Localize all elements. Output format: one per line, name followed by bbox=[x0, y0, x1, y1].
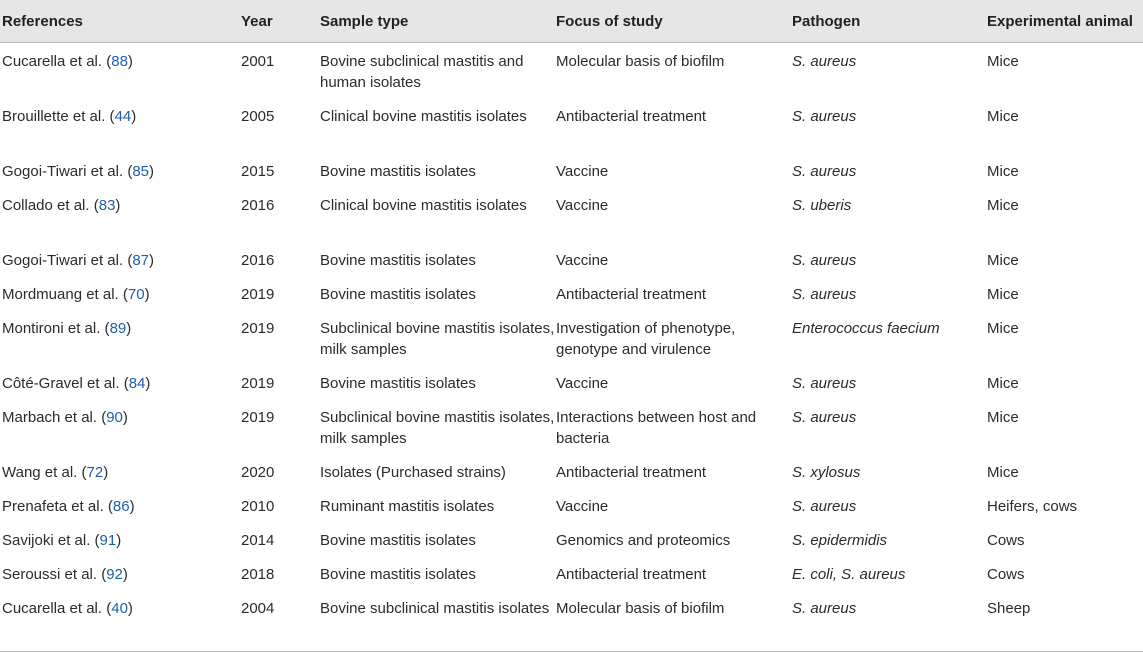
cell-pathogen: S. aureus bbox=[792, 375, 857, 392]
cell-sample-type: Ruminant mastitis isolates bbox=[320, 498, 495, 515]
cell-year: 2014 bbox=[241, 532, 275, 549]
cell-focus: Antibacterial treatment bbox=[556, 464, 707, 481]
cell-reference: Wang et al. (72) bbox=[2, 464, 109, 481]
reference-link[interactable]: 70 bbox=[127, 286, 145, 303]
table-row bbox=[0, 365, 1143, 399]
cell-reference: Seroussi et al. (92) bbox=[2, 566, 128, 583]
reference-link[interactable]: 86 bbox=[112, 498, 130, 515]
table-row bbox=[0, 399, 1143, 454]
reference-link[interactable]: 84 bbox=[128, 375, 146, 392]
cell-pathogen: S. uberis bbox=[792, 197, 852, 214]
cell-pathogen: S. aureus bbox=[792, 409, 857, 426]
cell-reference: Gogoi-Tiwari et al. (85) bbox=[2, 163, 155, 180]
header-references: References bbox=[2, 12, 83, 30]
cell-animal: Cows bbox=[987, 566, 1025, 583]
cell-year: 2016 bbox=[241, 197, 275, 214]
reference-link[interactable]: 85 bbox=[132, 163, 150, 180]
cell-year: 2001 bbox=[241, 53, 275, 70]
cell-focus: Vaccine bbox=[556, 252, 609, 269]
table-header bbox=[0, 0, 1143, 43]
table-row bbox=[0, 153, 1143, 187]
cell-sample-type: Clinical bovine mastitis isolates bbox=[320, 108, 527, 125]
reference-author: Mordmuang et al. bbox=[2, 286, 119, 303]
reference-link[interactable]: 90 bbox=[106, 409, 123, 426]
cell-sample-type: Subclinical bovine mastitis isolates, milk samples bbox=[320, 320, 555, 358]
cell-year: 2019 bbox=[241, 409, 275, 426]
cell-reference: Marbach et al. (90) bbox=[2, 409, 128, 426]
cell-pathogen: S. xylosus bbox=[792, 464, 861, 481]
cell-year: 2005 bbox=[241, 108, 275, 125]
cell-sample-type: Bovine mastitis isolates bbox=[320, 252, 476, 269]
reference-link[interactable]: 72 bbox=[86, 464, 104, 481]
cell-focus: Vaccine bbox=[556, 163, 609, 180]
cell-sample-type: Bovine mastitis isolates bbox=[320, 375, 476, 392]
cell-animal: Mice bbox=[987, 108, 1019, 125]
cell-year: 2018 bbox=[241, 566, 275, 583]
reference-author: Cucarella et al. bbox=[2, 53, 103, 70]
cell-focus: Investigation of phenotype, genotype and virulence bbox=[556, 320, 736, 358]
header-experimental-animal: Experimental animal bbox=[987, 12, 1133, 30]
cell-focus: Molecular basis of biofilm bbox=[556, 600, 725, 617]
cell-pathogen: E. coli, S. aureus bbox=[792, 566, 906, 583]
cell-focus: Vaccine bbox=[556, 498, 609, 515]
table-row bbox=[0, 556, 1143, 590]
cell-sample-type: Bovine subclinical mastitis isolates bbox=[320, 600, 550, 617]
cell-focus: Vaccine bbox=[556, 375, 609, 392]
cell-sample-type: Bovine mastitis isolates bbox=[320, 532, 476, 549]
cell-focus: Antibacterial treatment bbox=[556, 566, 707, 583]
reference-author: Savijoki et al. bbox=[2, 532, 91, 549]
cell-sample-type: Bovine mastitis isolates bbox=[320, 566, 476, 583]
cell-animal: Sheep bbox=[987, 600, 1031, 617]
table-row bbox=[0, 98, 1143, 153]
reference-link[interactable]: 91 bbox=[99, 532, 117, 549]
cell-animal: Mice bbox=[987, 197, 1019, 214]
reference-link[interactable]: 44 bbox=[114, 108, 132, 125]
cell-sample-type: Bovine mastitis isolates bbox=[320, 163, 476, 180]
cell-animal: Mice bbox=[987, 252, 1019, 269]
reference-link[interactable]: 83 bbox=[98, 197, 116, 214]
cell-animal: Heifers, cows bbox=[987, 498, 1078, 515]
cell-pathogen: S. aureus bbox=[792, 252, 857, 269]
reference-author: Prenafeta et al. bbox=[2, 498, 104, 515]
cell-sample-type: Clinical bovine mastitis isolates bbox=[320, 197, 527, 214]
table-row bbox=[0, 310, 1143, 365]
cell-focus: Antibacterial treatment bbox=[556, 108, 707, 125]
cell-year: 2004 bbox=[241, 600, 275, 617]
reference-link[interactable]: 89 bbox=[109, 320, 127, 337]
table-row bbox=[0, 242, 1143, 276]
cell-focus: Antibacterial treatment bbox=[556, 286, 707, 303]
cell-animal: Mice bbox=[987, 286, 1019, 303]
cell-year: 2020 bbox=[241, 464, 275, 481]
cell-animal: Mice bbox=[987, 320, 1019, 337]
table-body bbox=[0, 43, 1143, 645]
table-row bbox=[0, 522, 1143, 556]
cell-animal: Mice bbox=[987, 53, 1019, 70]
cell-reference: Savijoki et al. (91) bbox=[2, 532, 122, 549]
cell-reference: Côté-Gravel et al. (84) bbox=[2, 375, 151, 392]
cell-pathogen: S. aureus bbox=[792, 600, 857, 617]
cell-animal: Mice bbox=[987, 375, 1019, 392]
cell-pathogen: S. epidermidis bbox=[792, 532, 888, 549]
cell-year: 2016 bbox=[241, 252, 275, 269]
header-year: Year bbox=[241, 12, 273, 30]
cell-reference: Montironi et al. (89) bbox=[2, 320, 132, 337]
header-sample-type: Sample type bbox=[320, 12, 409, 30]
reference-author: Montironi et al. bbox=[2, 320, 101, 337]
cell-reference: Collado et al. (83) bbox=[2, 197, 121, 214]
header-pathogen: Pathogen bbox=[792, 12, 861, 30]
cell-pathogen: S. aureus bbox=[792, 53, 857, 70]
table-row bbox=[0, 43, 1143, 98]
cell-sample-type: Subclinical bovine mastitis isolates, milk samples bbox=[320, 409, 555, 447]
cell-pathogen: S. aureus bbox=[792, 163, 857, 180]
cell-focus: Vaccine bbox=[556, 197, 609, 214]
cell-sample-type: Bovine subclinical mastitis and human isolates bbox=[320, 53, 524, 91]
cell-pathogen: S. aureus bbox=[792, 498, 857, 515]
cell-reference: Cucarella et al. (40) bbox=[2, 600, 133, 617]
table-row bbox=[0, 454, 1143, 488]
cell-sample-type: Isolates (Purchased strains) bbox=[320, 464, 506, 481]
table-row bbox=[0, 187, 1143, 242]
cell-animal: Mice bbox=[987, 409, 1019, 426]
cell-year: 2010 bbox=[241, 498, 275, 515]
cell-animal: Cows bbox=[987, 532, 1025, 549]
reference-author: Seroussi et al. bbox=[2, 566, 98, 583]
reference-author: Marbach et al. bbox=[2, 409, 98, 426]
cell-year: 2019 bbox=[241, 286, 275, 303]
cell-reference: Prenafeta et al. (86) bbox=[2, 498, 135, 515]
reference-author: Collado et al. bbox=[2, 197, 90, 214]
cell-focus: Molecular basis of biofilm bbox=[556, 53, 725, 70]
cell-year: 2019 bbox=[241, 375, 275, 392]
table-row bbox=[0, 276, 1143, 310]
table-row bbox=[0, 590, 1143, 645]
cell-focus: Interactions between host and bacteria bbox=[556, 409, 757, 447]
cell-animal: Mice bbox=[987, 163, 1019, 180]
reference-author: Gogoi-Tiwari et al. bbox=[2, 252, 124, 269]
reference-author: Brouillette et al. bbox=[2, 108, 106, 125]
reference-author: Côté-Gravel et al. bbox=[2, 375, 120, 392]
cell-reference: Brouillette et al. (44) bbox=[2, 108, 137, 125]
cell-year: 2019 bbox=[241, 320, 275, 337]
cell-pathogen: Enterococcus faecium bbox=[792, 320, 940, 337]
cell-sample-type: Bovine mastitis isolates bbox=[320, 286, 476, 303]
reference-author: Wang et al. bbox=[2, 464, 78, 481]
cell-pathogen: S. aureus bbox=[792, 286, 857, 303]
header-focus-of-study: Focus of study bbox=[556, 12, 663, 30]
reference-link[interactable]: 40 bbox=[111, 600, 128, 617]
reference-link[interactable]: 92 bbox=[106, 566, 123, 583]
cell-reference: Gogoi-Tiwari et al. (87) bbox=[2, 252, 155, 269]
cell-reference: Mordmuang et al. (70) bbox=[2, 286, 150, 303]
reference-author: Cucarella et al. bbox=[2, 600, 103, 617]
cell-reference: Cucarella et al. (88) bbox=[2, 53, 133, 70]
reference-link[interactable]: 87 bbox=[132, 252, 150, 269]
cell-animal: Mice bbox=[987, 464, 1019, 481]
cell-focus: Genomics and proteomics bbox=[556, 532, 731, 549]
cell-year: 2015 bbox=[241, 163, 275, 180]
cell-pathogen: S. aureus bbox=[792, 108, 857, 125]
table-row bbox=[0, 488, 1143, 522]
reference-link[interactable]: 88 bbox=[111, 53, 128, 70]
reference-author: Gogoi-Tiwari et al. bbox=[2, 163, 124, 180]
